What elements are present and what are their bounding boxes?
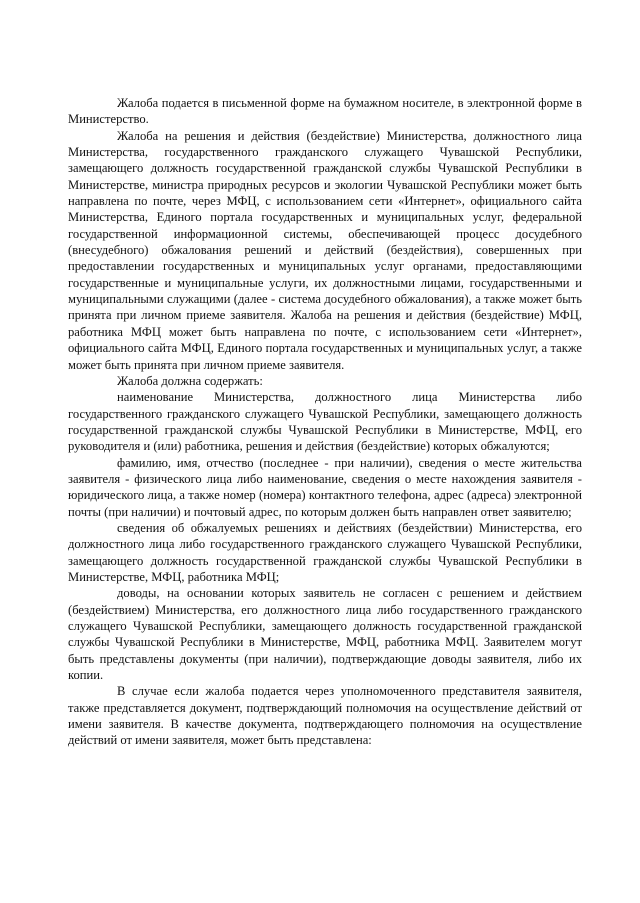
paragraph-representative: В случае если жалоба подается через уполномоченного представителя заявителя, также представляется документ, подтверждающий полномочия на осуществление действий от имени заявителя. В качестве документа, подтверждающего полномочия на осуществление действий от имени заявителя, может быть представлена: [68, 684, 582, 748]
paragraph-item-name: наименование Министерства, должностного лица Министерства либо государственного гражданского служащего Чувашской Республики, замещающего должность государственной гражданской службы Чувашской Республики в Министерстве, МФЦ, его руководителя и (или) работника, решения и действия (бездействие) которых обжалуются; [68, 390, 582, 454]
paragraph-complaint-channels: Жалоба на решения и действия (бездействие) Министерства, должностного лица Министерства, государственного гражданского служащего Чувашской Республики, замещающего должность государственной гражданской службы Чувашской Республики в Министерстве, министра природных ресурсов и экологии Чувашской Республики может быть направлена по почте, через МФЦ, с использованием сети «Интернет», официального сайта Министерства, Единого портала государственных и муниципальных услуг, федеральной государственной информационной системы, обеспечивающей процесс досудебного (внесудебного) обжалования решений и действий (бездействия), совершенных при предоставлении государственных и муниципальных услуг органами, предоставляющими государственные и муниципальные услуги, их должностными лицами, государственными и муниципальными служащими (далее - система досудебного обжалования), а также может быть принята при личном приеме заявителя. Жалоба на решения и действия (бездействие) МФЦ, работника МФЦ может быть направлена по почте, с использованием сети «Интернет», официального сайта МФЦ, Единого портала государственных и муниципальных услуг, а также может быть принята при личном приеме заявителя. [68, 128, 582, 372]
paragraph-complaint-contents-intro: Жалоба должна содержать: [117, 373, 263, 388]
document-page [68, 95, 582, 749]
paragraph-item-arguments: доводы, на основании которых заявитель не согласен с решением и действием (бездействием) Министерства, его должностного лица либо государственного гражданского служащего Чувашской Республики, замещающего должность государственной гражданской службы Чувашской Республики в Министерстве, МФЦ, работника МФЦ. Заявителем могут быть представлены документы (при наличии), подтверждающие доводы заявителя, либо их копии. [68, 586, 582, 683]
paragraph-item-applicant-details: фамилию, имя, отчество (последнее - при наличии), сведения о месте жительства заявителя - физического лица либо наименование, сведения о месте нахождения заявителя - юридического лица, а также номер (номера) контактного телефона, адрес (адреса) электронной почты (при наличии) и почтовый адрес, по которым должен быть направлен ответ заявителю; [68, 455, 582, 519]
paragraph-item-appealed-decisions: сведения об обжалуемых решениях и действиях (бездействии) Министерства, его должностного лица либо государственного гражданского служащего Чувашской Республики, замещающего должность государственной гражданской службы Чувашской Республики в Министерстве, МФЦ, работника МФЦ; [68, 520, 582, 584]
paragraph-submission-form: Жалоба подается в письменной форме на бумажном носителе, в электронной форме в Министерство. [68, 96, 582, 127]
